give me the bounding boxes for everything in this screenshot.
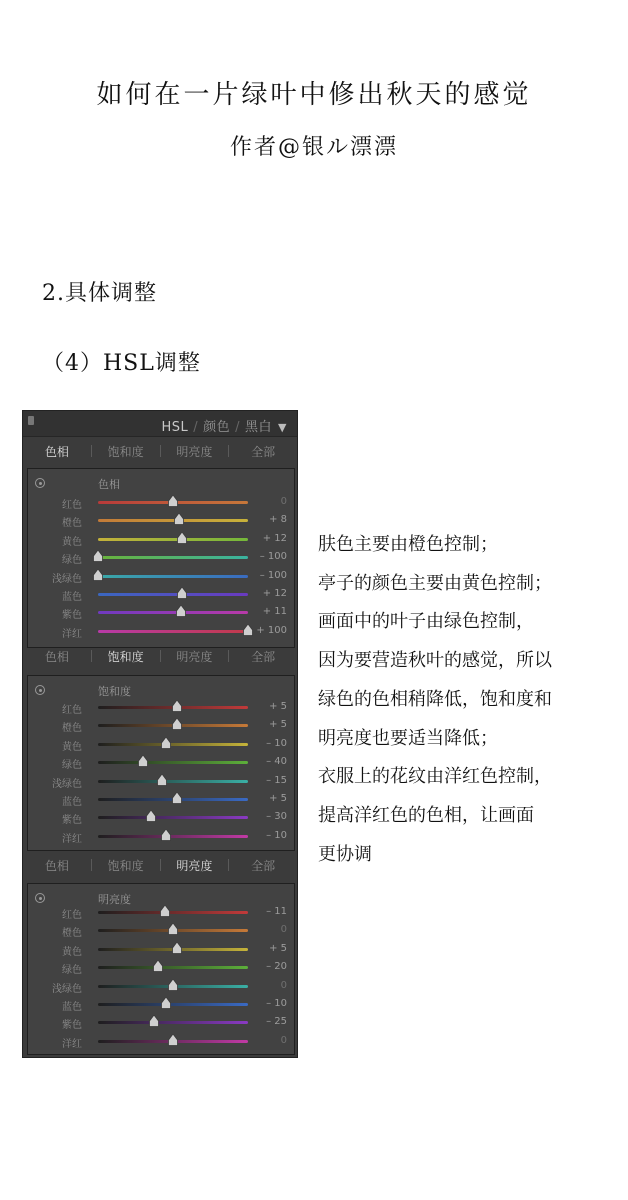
slider-label: 橙色 [62, 928, 82, 940]
slider-value[interactable]: 0 [280, 924, 287, 936]
slider-handle[interactable] [93, 550, 103, 562]
slider-label: 绿色 [62, 965, 82, 977]
slider-label: 浅绿色 [52, 983, 82, 995]
note-line: 更协调 [318, 843, 372, 865]
slider-track[interactable] [98, 611, 248, 614]
slider-value[interactable]: – 30 [266, 811, 287, 823]
slider-handle[interactable] [149, 1015, 159, 1027]
note-line: 亭子的颜色主要由黄色控制； [318, 572, 552, 594]
slider-label: 红色 [62, 500, 82, 511]
slider-value[interactable]: – 10 [266, 737, 287, 749]
tab-saturation[interactable]: 饱和度 [107, 444, 144, 459]
slider-track[interactable] [98, 911, 248, 914]
slider-track[interactable] [98, 575, 248, 578]
tab-luminance[interactable]: 明亮度 [176, 858, 213, 873]
slider-handle[interactable] [172, 792, 182, 804]
slider-handle[interactable] [161, 997, 171, 1009]
note-line: 衣服上的花纹由洋红色控制， [318, 766, 552, 788]
slider-value[interactable]: 0 [280, 496, 287, 507]
panel-header [23, 411, 297, 437]
slider-row [28, 904, 294, 922]
page-title: 如何在一片绿叶中修出秋天的感觉 [96, 80, 532, 110]
slider-label: 蓝色 [62, 797, 82, 808]
note-line: 提高洋红色的色相，让画面 [318, 804, 534, 826]
slider-row [28, 623, 294, 641]
saturation-section [27, 675, 295, 851]
slider-value[interactable]: 0 [280, 979, 287, 991]
tab-luminance[interactable]: 明亮度 [176, 444, 213, 459]
hsl-panel [22, 410, 298, 1058]
tab-all[interactable]: 全部 [251, 858, 276, 873]
slider-value[interactable]: + 5 [269, 719, 287, 731]
slider-value[interactable]: – 10 [266, 829, 287, 841]
slider-track[interactable] [98, 630, 248, 633]
slider-row [28, 828, 294, 846]
slider-handle[interactable] [161, 829, 171, 841]
tab-luminance[interactable]: 明亮度 [176, 649, 213, 664]
tab-hsl[interactable]: HSL [161, 420, 189, 435]
slider-handle[interactable] [153, 960, 163, 972]
slider-label: 绿色 [62, 555, 82, 567]
tab-hue[interactable]: 色相 [44, 649, 69, 664]
slider-handle[interactable] [172, 718, 182, 730]
slider-value[interactable]: + 8 [269, 514, 287, 526]
slider-row [28, 1014, 294, 1032]
tab-hue[interactable]: 色相 [44, 444, 69, 459]
slider-value[interactable]: – 40 [266, 756, 287, 768]
slider-track[interactable] [98, 593, 248, 596]
slider-row [28, 549, 294, 567]
explanation-notes [318, 526, 618, 874]
slider-row [28, 494, 294, 512]
slider-row [28, 754, 294, 772]
hue-section [27, 468, 295, 648]
slider-value[interactable]: – 15 [266, 774, 287, 786]
slider-label: 紫色 [62, 1020, 82, 1032]
slider-handle[interactable] [160, 905, 170, 917]
slider-handle[interactable] [93, 569, 103, 581]
slider-value[interactable]: – 20 [266, 961, 287, 973]
slider-handle[interactable] [138, 755, 148, 767]
slider-label: 橙色 [62, 723, 82, 735]
tab-saturation[interactable]: 饱和度 [107, 858, 144, 873]
slider-label: 紫色 [62, 610, 82, 622]
note-line: 肤色主要由橙色控制； [318, 534, 498, 555]
slider-label: 浅绿色 [52, 778, 82, 790]
slider-track[interactable] [98, 538, 248, 541]
slider-label: 黄色 [62, 741, 82, 753]
tab-all[interactable]: 全部 [251, 444, 276, 459]
panel-title-tabs: HSL / 颜色 / 黑白 ▼ [161, 420, 287, 435]
slider-row [28, 941, 294, 959]
slider-handle[interactable] [168, 495, 178, 507]
tab-bw[interactable]: 黑白 [245, 420, 273, 435]
slider-label: 绿色 [62, 760, 82, 772]
slider-row [28, 717, 294, 735]
section-heading-hue: 色相 [98, 478, 120, 491]
slider-value[interactable]: + 12 [262, 532, 287, 544]
slider-row [28, 773, 294, 791]
section-heading-luminance: 明亮度 [98, 893, 131, 906]
slider-handle[interactable] [172, 700, 182, 712]
slider-value[interactable]: – 11 [266, 906, 287, 917]
section-heading-saturation: 饱和度 [98, 685, 131, 698]
slider-row [28, 922, 294, 940]
slider-row [28, 809, 294, 827]
slider-handle[interactable] [168, 979, 178, 991]
slider-value[interactable]: – 25 [266, 1016, 287, 1028]
slider-row [28, 568, 294, 586]
slider-row [28, 959, 294, 977]
note-line: 明亮度也要适当降低； [318, 727, 498, 749]
slider-track[interactable] [98, 519, 248, 522]
slider-handle[interactable] [177, 532, 187, 544]
slider-track[interactable] [98, 780, 248, 783]
mode-tabs-hue [23, 438, 297, 464]
slider-handle[interactable] [176, 605, 186, 617]
tab-all[interactable]: 全部 [251, 649, 276, 664]
slider-value[interactable]: 0 [280, 1034, 287, 1046]
slider-track[interactable] [98, 966, 248, 969]
mode-tabs-luminance [23, 852, 297, 878]
slider-track[interactable] [98, 556, 248, 559]
slider-value[interactable]: – 100 [259, 551, 287, 563]
tab-color[interactable]: 颜色 [203, 420, 231, 435]
luminance-section [27, 883, 295, 1055]
slider-label: 黄色 [62, 536, 82, 548]
slider-label: 浅绿色 [52, 573, 82, 585]
slider-track[interactable] [98, 816, 248, 819]
slider-label: 洋红 [62, 628, 82, 640]
slider-label: 橙色 [62, 518, 82, 530]
slider-row [28, 699, 294, 717]
slider-track[interactable] [98, 1003, 248, 1006]
note-line: 绿色的色相稍降低，饱和度和 [318, 688, 552, 710]
slider-label: 洋红 [62, 1038, 82, 1050]
author-line: 作者@银ル漂漂 [229, 135, 398, 160]
slider-handle[interactable] [174, 513, 184, 525]
subsection-heading: （4）HSL调整 [42, 351, 201, 376]
slider-value[interactable]: + 5 [269, 793, 287, 804]
slider-handle[interactable] [161, 737, 171, 749]
slider-label: 红色 [62, 705, 82, 716]
slider-track[interactable] [98, 835, 248, 838]
slider-row [28, 996, 294, 1014]
slider-label: 洋红 [62, 833, 82, 845]
slider-label: 黄色 [62, 946, 82, 958]
slider-row [28, 531, 294, 549]
note-line: 因为要营造秋叶的感觉，所以 [318, 650, 552, 672]
slider-label: 紫色 [62, 815, 82, 827]
note-line: 画面中的叶子由绿色控制， [318, 611, 534, 633]
mode-tabs-saturation [23, 643, 297, 669]
slider-row [28, 1033, 294, 1051]
slider-value[interactable]: + 5 [269, 942, 287, 954]
slider-track[interactable] [98, 743, 248, 746]
slider-handle[interactable] [157, 774, 167, 786]
slider-row [28, 586, 294, 604]
slider-row [28, 512, 294, 530]
slider-row [28, 791, 294, 809]
slider-label: 红色 [62, 910, 82, 921]
slider-value[interactable]: + 5 [269, 701, 287, 712]
slider-value[interactable]: – 100 [259, 569, 287, 581]
targeted-adjustment-icon[interactable] [35, 893, 45, 903]
slider-value[interactable]: + 100 [256, 624, 287, 636]
slider-handle[interactable] [168, 1034, 178, 1046]
panel-grip-icon[interactable] [28, 416, 34, 425]
slider-handle[interactable] [146, 810, 156, 822]
collapse-arrow-icon[interactable]: ▼ [278, 421, 287, 434]
tab-hue[interactable]: 色相 [44, 858, 69, 873]
slider-handle[interactable] [168, 923, 178, 935]
targeted-adjustment-icon[interactable] [35, 478, 45, 488]
slider-value[interactable]: – 10 [266, 998, 287, 1009]
slider-track[interactable] [98, 761, 248, 764]
slider-label: 蓝色 [62, 1002, 82, 1013]
slider-row [28, 736, 294, 754]
slider-track[interactable] [98, 1021, 248, 1024]
slider-handle[interactable] [172, 942, 182, 954]
section-heading: 2.具体调整 [42, 281, 157, 306]
slider-row [28, 978, 294, 996]
slider-label: 蓝色 [62, 592, 82, 603]
slider-handle[interactable] [177, 587, 187, 599]
slider-row [28, 604, 294, 622]
targeted-adjustment-icon[interactable] [35, 685, 45, 695]
tab-saturation[interactable]: 饱和度 [107, 649, 144, 664]
slider-value[interactable]: + 12 [262, 588, 287, 599]
slider-value[interactable]: + 11 [262, 606, 287, 618]
